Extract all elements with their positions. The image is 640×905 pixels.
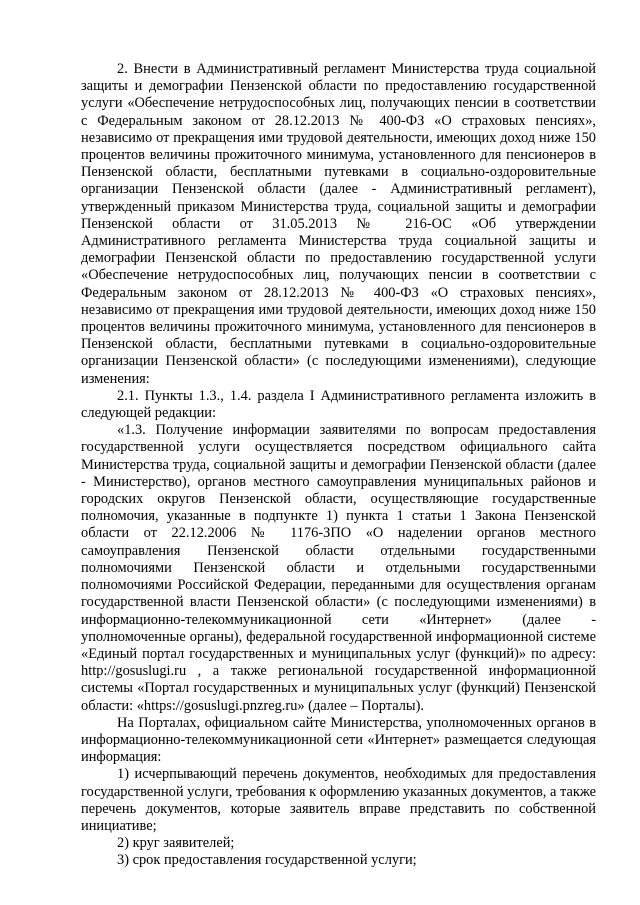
paragraph-portals-info: На Порталах, официальном сайте Министерства, уполномоченных органов в информационно-телекоммуникационной сети «Интернет» размещается следующая информация: (81, 714, 596, 766)
list-item-3: 3) срок предоставления государственной услуги; (117, 852, 417, 869)
list-item-1: 1) исчерпывающий перечень документов, необходимых для предоставления государственной услуги, требования к оформлению указанных документов, а также перечень документов, которые заявитель вправе представить по собственной инициативе; (81, 766, 596, 834)
paragraph-item-1-3: «1.3. Получение информации заявителями по вопросам предоставления государственной услуги осуществляется посредством официального сайта Министерства труда, социальной защиты и демографии Пензенской области (далее - Министерство), органов местного самоуправления муниципальных районов и городских округов Пензенской области, осуществляющие государственные полномочия, указанные в подпункте 1) пункта 1 статьи 1 Закона Пензенской области от 22.12.2006 № 1176-ЗПО «О наделении органов местного самоуправления Пензенской области отдельными государственными полномочиями Пензенской области и отдельными государственными полномочиями Российской Федерации, переданными для осуществления органам государственной власти Пензенской области» (с последующими изменениями) в информационно-телекоммуникационной сети «Интернет» (далее - уполномоченные органы), федеральной государственной информационной системе «Единый портал государственных и муниципальных услуг (функций)» по адресу: http://gosuslugi.ru , а также региональной государственной информационной системы «Портал государственных и муниципальных услуг (функций) Пензенской области: «https://gosuslugi.pnzreg.ru» (далее – Порталы). (81, 422, 596, 714)
list-item-2: 2) круг заявителей; (117, 835, 235, 852)
paragraph-item-2-amendment: 2. Внести в Административный регламент Министерства труда социальной защиты и демографии Пензенской области по предоставлению государственной услуги «Обеспечение нетрудоспособных лиц, получающих пенсии в соответствии с Федеральным законом от 28.12.2013 № 400-ФЗ «О страховых пенсиях», независимо от прекращения ими трудовой деятельности, имеющих доход ниже 150 процентов величины прожиточного минимума, установленного для пенсионеров в Пензенской области, бесплатными путевками в социально-оздоровительные организации Пензенской области (далее - Административный регламент), утвержденный приказом Министерства труда, социальной защиты и демографии Пензенской области от 31.05.2013 № 216-ОС «Об утверждении Административного регламента Министерства труда социальной защиты и демографии Пензенской области по предоставлению государственной услуги «Обеспечение нетрудоспособных лиц, получающих пенсии в соответствии с Федеральным законом от 28.12.2013 № 400-ФЗ «О страховых пенсиях», независимо от прекращения ими трудовой деятельности, имеющих доход ниже 150 процентов величины прожиточного минимума, установленного для пенсионеров в Пензенской области, бесплатными путевками в социально-оздоровительные организации Пензенской области» (с последующими изменениями), следующие изменения: (81, 61, 596, 387)
paragraph-item-2-1: 2.1. Пункты 1.3., 1.4. раздела I Административного регламента изложить в следующей редакции: (81, 387, 596, 422)
